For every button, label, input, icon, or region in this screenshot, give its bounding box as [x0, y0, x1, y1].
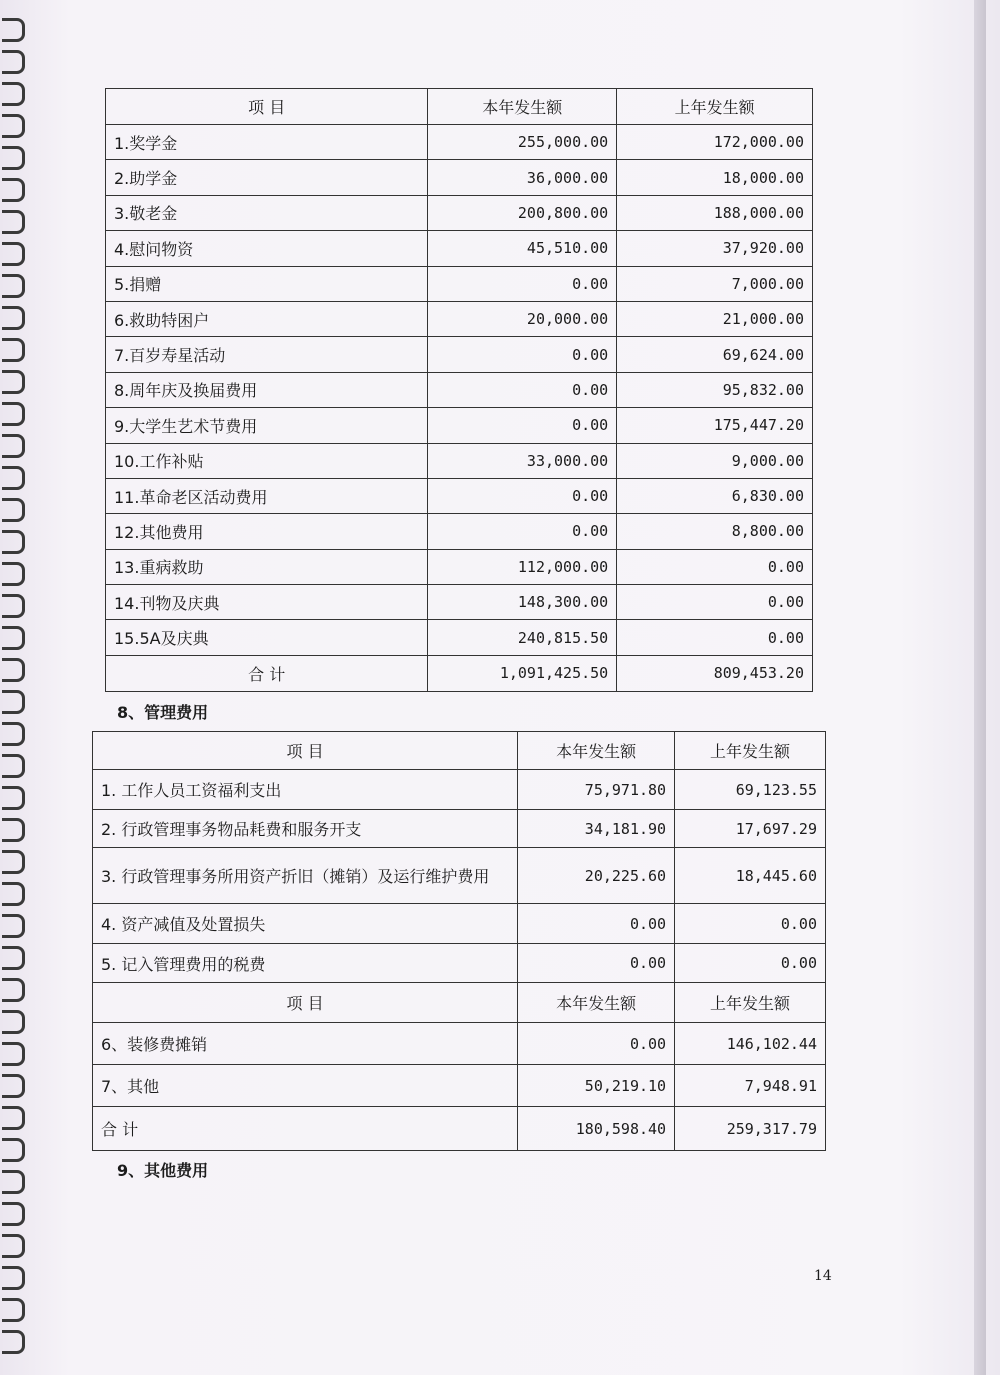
- management-expense-table: [92, 731, 826, 1151]
- row-current-value: 0.00: [428, 408, 617, 443]
- row-previous-value: 37,920.00: [617, 231, 813, 266]
- table-row: [106, 301, 813, 336]
- row-current-value: 20,225.60: [518, 848, 675, 904]
- binding-ring: [2, 1330, 25, 1354]
- row-item-label: 5. 记入管理费用的税费: [93, 944, 518, 983]
- row-current-value: 34,181.90: [518, 810, 675, 848]
- row-previous-value: 7,000.00: [617, 266, 813, 301]
- binding-ring: [2, 370, 25, 394]
- table-subheader-row: [93, 983, 826, 1023]
- row-current-value: 0.00: [518, 1023, 675, 1065]
- table-row: [93, 848, 826, 904]
- table-row: [93, 1065, 826, 1107]
- binding-ring: [2, 1138, 25, 1162]
- row-item-label: 8.周年庆及换届费用: [106, 372, 428, 407]
- binding-ring: [2, 946, 25, 970]
- row-item-label: 13.重病救助: [106, 549, 428, 584]
- row-previous-value: 0.00: [675, 944, 826, 983]
- binding-ring: [2, 1202, 25, 1226]
- subheader-item: 项 目: [93, 983, 518, 1023]
- row-previous-value: 69,624.00: [617, 337, 813, 372]
- row-current-value: 0.00: [428, 337, 617, 372]
- table-row: [106, 585, 813, 620]
- binding-ring: [2, 1042, 25, 1066]
- row-item-label: 1.奖学金: [106, 125, 428, 160]
- binding-ring: [2, 210, 25, 234]
- row-item-label: 1. 工作人员工资福利支出: [93, 770, 518, 810]
- header-current: 本年发生额: [428, 89, 617, 125]
- table-row: [106, 337, 813, 372]
- header-item: 项 目: [93, 732, 518, 770]
- row-item-label: 4.慰问物资: [106, 231, 428, 266]
- row-previous-value: 18,445.60: [675, 848, 826, 904]
- row-item-label: 6.救助特困户: [106, 301, 428, 336]
- table-header-row: [106, 89, 813, 125]
- row-item-label: 7、其他: [93, 1065, 518, 1107]
- binding-ring: [2, 18, 25, 42]
- table-row: [106, 266, 813, 301]
- section-8-title: 8、管理费用: [117, 703, 209, 722]
- row-current-value: 180,598.40: [518, 1107, 675, 1151]
- binding-ring: [2, 50, 25, 74]
- table-row: [93, 770, 826, 810]
- binding-spine: [0, 0, 30, 1375]
- table-header-row: [93, 732, 826, 770]
- table-row: [93, 1107, 826, 1151]
- row-current-value: 45,510.00: [428, 231, 617, 266]
- row-item-label: 14.刊物及庆典: [106, 585, 428, 620]
- binding-ring: [2, 82, 25, 106]
- row-current-value: 0.00: [428, 266, 617, 301]
- row-item-label: 5.捐赠: [106, 266, 428, 301]
- table-row: [106, 372, 813, 407]
- row-previous-value: 6,830.00: [617, 478, 813, 513]
- row-current-value: 36,000.00: [428, 160, 617, 195]
- expense-table-1: [105, 88, 813, 692]
- row-item-label: 3. 行政管理事务所用资产折旧（摊销）及运行维护费用: [93, 848, 518, 904]
- binding-ring: [2, 242, 25, 266]
- row-previous-value: 809,453.20: [617, 655, 813, 691]
- row-previous-value: 259,317.79: [675, 1107, 826, 1151]
- row-item-label: 3.敬老金: [106, 195, 428, 230]
- row-current-value: 112,000.00: [428, 549, 617, 584]
- header-previous: 上年发生额: [675, 732, 826, 770]
- row-current-value: 0.00: [428, 478, 617, 513]
- row-previous-value: 146,102.44: [675, 1023, 826, 1065]
- binding-ring: [2, 594, 25, 618]
- row-current-value: 0.00: [518, 944, 675, 983]
- row-previous-value: 7,948.91: [675, 1065, 826, 1107]
- row-current-value: 240,815.50: [428, 620, 617, 655]
- row-previous-value: 69,123.55: [675, 770, 826, 810]
- binding-ring: [2, 562, 25, 586]
- binding-ring: [2, 306, 25, 330]
- binding-ring: [2, 498, 25, 522]
- row-item-label: 10.工作补贴: [106, 443, 428, 478]
- binding-ring: [2, 114, 25, 138]
- binding-ring: [2, 754, 25, 778]
- binding-ring: [2, 530, 25, 554]
- row-current-value: 0.00: [428, 372, 617, 407]
- row-item-label: 11.革命老区活动费用: [106, 478, 428, 513]
- table-row: [106, 514, 813, 549]
- binding-ring: [2, 434, 25, 458]
- binding-ring: [2, 1234, 25, 1258]
- row-previous-value: 172,000.00: [617, 125, 813, 160]
- binding-ring: [2, 818, 25, 842]
- subheader-current: 本年发生额: [518, 983, 675, 1023]
- row-previous-value: 18,000.00: [617, 160, 813, 195]
- table-row: [106, 549, 813, 584]
- row-current-value: 75,971.80: [518, 770, 675, 810]
- row-item-label: 4. 资产减值及处置损失: [93, 904, 518, 944]
- row-item-label: 12.其他费用: [106, 514, 428, 549]
- table-row: [106, 160, 813, 195]
- table-row: [93, 810, 826, 848]
- page-number: 14: [814, 1268, 832, 1284]
- table-row: [106, 231, 813, 266]
- row-previous-value: 17,697.29: [675, 810, 826, 848]
- row-current-value: 255,000.00: [428, 125, 617, 160]
- binding-ring: [2, 1170, 25, 1194]
- binding-ring: [2, 722, 25, 746]
- row-item-label: 合 计: [93, 1107, 518, 1151]
- header-previous: 上年发生额: [617, 89, 813, 125]
- binding-ring: [2, 850, 25, 874]
- binding-ring: [2, 626, 25, 650]
- binding-ring: [2, 882, 25, 906]
- section-9-title: 9、其他费用: [117, 1161, 209, 1180]
- binding-ring: [2, 658, 25, 682]
- binding-ring: [2, 1074, 25, 1098]
- table-row: [106, 125, 813, 160]
- row-item-label: 2.助学金: [106, 160, 428, 195]
- table-row: [93, 904, 826, 944]
- row-previous-value: 21,000.00: [617, 301, 813, 336]
- table-row: [106, 478, 813, 513]
- binding-ring: [2, 914, 25, 938]
- row-previous-value: 0.00: [617, 620, 813, 655]
- binding-ring: [2, 402, 25, 426]
- table-row: [106, 620, 813, 655]
- binding-ring: [2, 1106, 25, 1130]
- table-row: [106, 443, 813, 478]
- header-item: 项 目: [106, 89, 428, 125]
- row-item-label: 7.百岁寿星活动: [106, 337, 428, 372]
- page-edge: [974, 0, 986, 1375]
- table-row: [93, 944, 826, 983]
- row-previous-value: 175,447.20: [617, 408, 813, 443]
- row-current-value: 1,091,425.50: [428, 655, 617, 691]
- table-row: [106, 655, 813, 691]
- row-previous-value: 95,832.00: [617, 372, 813, 407]
- header-current: 本年发生额: [518, 732, 675, 770]
- binding-ring: [2, 338, 25, 362]
- row-item-label: 合 计: [106, 655, 428, 691]
- binding-ring: [2, 274, 25, 298]
- binding-ring: [2, 178, 25, 202]
- row-item-label: 2. 行政管理事务物品耗费和服务开支: [93, 810, 518, 848]
- row-item-label: 6、装修费摊销: [93, 1023, 518, 1065]
- row-previous-value: 9,000.00: [617, 443, 813, 478]
- row-previous-value: 8,800.00: [617, 514, 813, 549]
- binding-ring: [2, 1010, 25, 1034]
- binding-ring: [2, 786, 25, 810]
- row-previous-value: 188,000.00: [617, 195, 813, 230]
- row-current-value: 0.00: [428, 514, 617, 549]
- row-previous-value: 0.00: [617, 549, 813, 584]
- subheader-previous: 上年发生额: [675, 983, 826, 1023]
- binding-ring: [2, 978, 25, 1002]
- binding-ring: [2, 466, 25, 490]
- table-row: [106, 408, 813, 443]
- row-current-value: 148,300.00: [428, 585, 617, 620]
- row-item-label: 15.5A及庆典: [106, 620, 428, 655]
- row-item-label: 9.大学生艺术节费用: [106, 408, 428, 443]
- binding-ring: [2, 1298, 25, 1322]
- row-current-value: 20,000.00: [428, 301, 617, 336]
- binding-ring: [2, 146, 25, 170]
- table-row: [106, 195, 813, 230]
- table-row: [93, 1023, 826, 1065]
- row-current-value: 33,000.00: [428, 443, 617, 478]
- row-previous-value: 0.00: [617, 585, 813, 620]
- row-current-value: 50,219.10: [518, 1065, 675, 1107]
- binding-ring: [2, 1266, 25, 1290]
- row-current-value: 200,800.00: [428, 195, 617, 230]
- binding-ring: [2, 690, 25, 714]
- row-current-value: 0.00: [518, 904, 675, 944]
- row-previous-value: 0.00: [675, 904, 826, 944]
